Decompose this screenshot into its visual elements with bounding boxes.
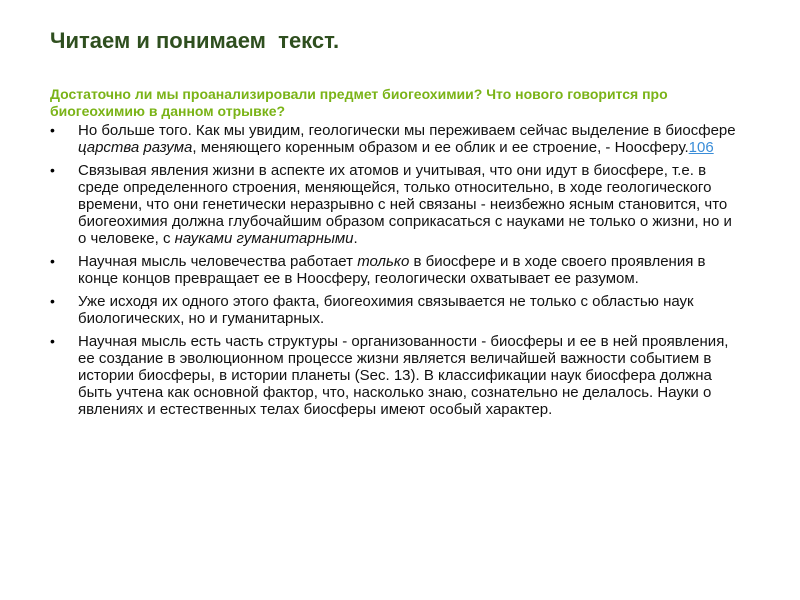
list-item — [50, 293, 740, 327]
bullet-icon: • — [50, 162, 55, 178]
bullet-icon: • — [50, 333, 55, 349]
list-item — [50, 162, 740, 247]
bullet-text: . — [353, 230, 358, 247]
bullet-text: в биосфере и в ходе своего проявления в конце концов превращает ее в Ноосферу, геологически охватывает ее разумом. — [78, 253, 706, 287]
emphasis-text: царства разума — [78, 139, 193, 156]
bullet-text: Научная мысль человечества работает — [78, 253, 358, 270]
list-item — [50, 253, 740, 287]
list-item — [50, 122, 740, 156]
bullet-icon: • — [50, 293, 55, 309]
list-item — [50, 333, 740, 418]
bullet-text: , меняющего коренным образом и ее облик и ее строение, - Ноосферу. — [192, 139, 689, 156]
emphasis-text: только — [357, 253, 410, 270]
bullet-text: Но больше того. Как мы увидим, геологически мы переживаем сейчас выделение в биосфере — [78, 122, 736, 139]
slide-title: Читаем и понимаем текст. — [50, 28, 340, 53]
bullet-icon: • — [50, 122, 55, 138]
emphasis-text: науками гуманитарными — [174, 230, 354, 247]
bullet-text: Научная мысль есть часть структуры - организованности - биосферы и ее в ней проявления, ее создание в эволюционном процессе жизни является величайшей важности событием в истории биосферы, в истории планеты (Sec. 13). В классификации наук биосфера должна быть учтена как основной фактор, что, насколько знаю, сознательно не делалось. Науки о явлениях и естественных телах биосферы имеют особый характер. — [78, 333, 729, 418]
question-text: Достаточно ли мы проанализировали предмет биогеохимии? Что нового говорится про биогеохимию в данном отрывке? — [50, 86, 668, 119]
bullet-icon: • — [50, 253, 55, 269]
bullet-list — [50, 122, 740, 424]
bullet-text: Связывая явления жизни в аспекте их атомов и учитывая, что они идут в биосфере, т.е. в среде определенного строения, меняющейся, только относительно, в ходе геологического времени, что они генетически неразрывно с ней связаны - неизбежно ясным становится, что биогеохимия должна глубочайшим образом соприкасаться с науками не только о жизни, но и о человеке, с — [78, 162, 732, 247]
reference-link[interactable]: 106 — [688, 139, 714, 156]
bullet-text: Уже исходя их одного этого факта, биогеохимия связывается не только с областью наук биологических, но и гуманитарных. — [78, 293, 694, 327]
